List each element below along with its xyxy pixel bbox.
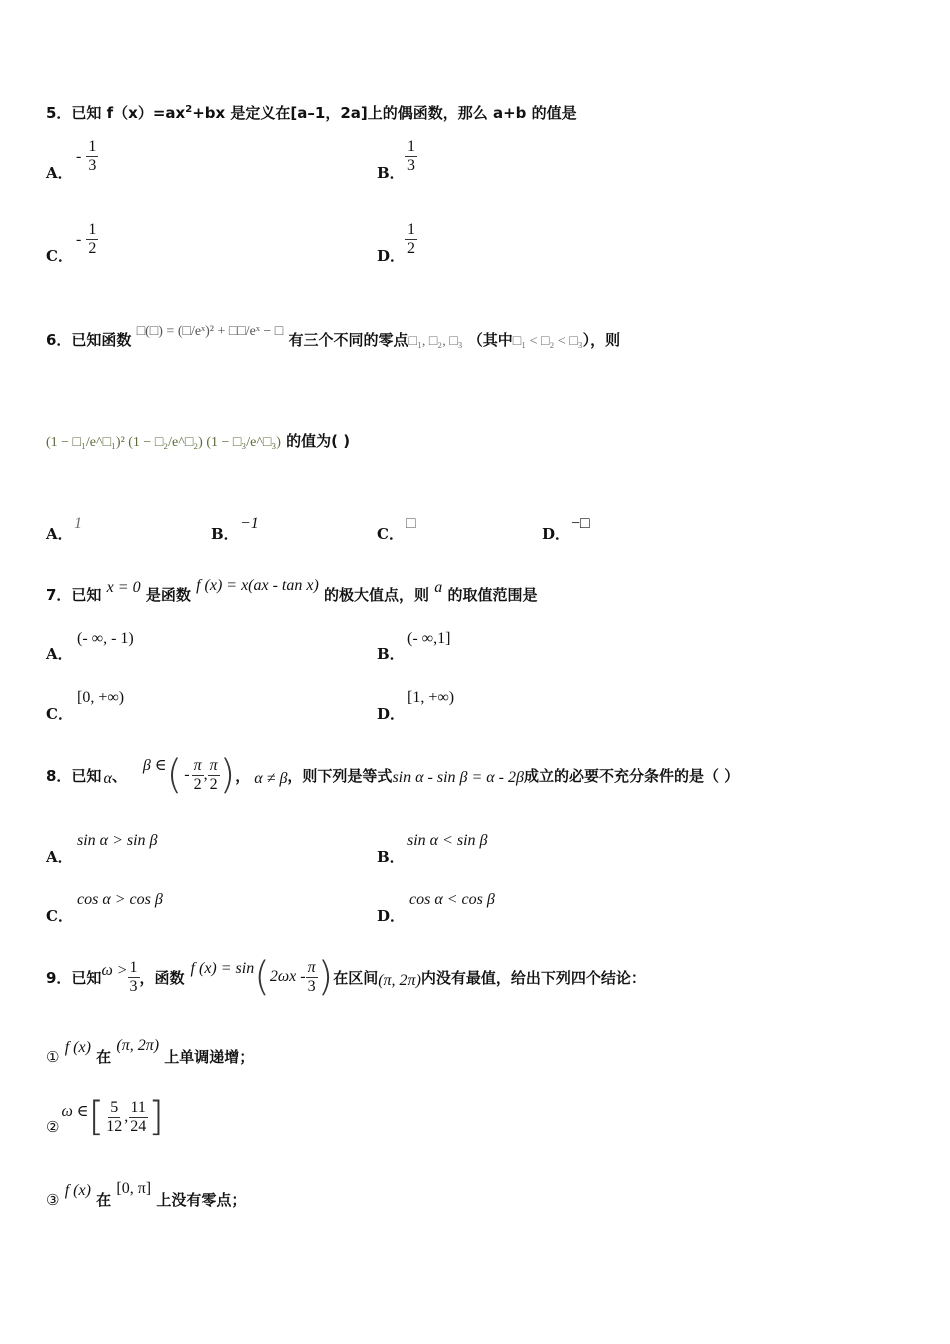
q5-stem-b: +bx 是定义在[a–1，2a]上的偶函数，那么 a+b 的值是	[192, 104, 577, 122]
q5-a-den: 3	[88, 157, 97, 174]
q9-c3-fx: f (x)	[64, 1182, 91, 1199]
q8-frac1	[192, 757, 204, 794]
q8-left-paren: (	[166, 752, 183, 798]
q5-option-c-label: C．	[46, 247, 73, 265]
q9-frac-pi3-den: 3	[307, 977, 316, 995]
q7-mid: 是函数	[145, 586, 191, 604]
q7-pre: 7．已知	[46, 586, 102, 604]
q6-option-d-label: D．	[542, 525, 571, 543]
q6-tail: 的值为( )	[286, 432, 351, 450]
q7-option-d-label: D．	[377, 705, 406, 723]
q9-pre: 9．已知	[46, 968, 102, 987]
q6-order-image: □₁ < □₂ < □₃	[512, 334, 583, 349]
q9-c2-frac1-num: 5	[110, 1098, 119, 1116]
q7-option-b-label: B．	[377, 645, 405, 663]
q8-beta-in: β ∈	[142, 757, 167, 774]
q7-stem	[46, 577, 538, 605]
q7-function: f (x) = x(ax - tan x)	[196, 577, 319, 594]
q9-c2-left-bracket: [	[88, 1094, 105, 1140]
q8-sep: 、	[111, 766, 127, 785]
q9-c3-number: ③	[46, 1191, 60, 1209]
q5-option-d-value	[405, 221, 417, 258]
q9-c1-interval: (π, 2π)	[116, 1037, 160, 1054]
q9-c3-zai: 在	[96, 1191, 112, 1209]
q8-option-a-label: A．	[46, 848, 73, 866]
q9-c2-comma: ,	[124, 1108, 129, 1125]
q7-option-c-value: [0, +∞)	[77, 689, 125, 706]
q5-option-b-value	[405, 138, 417, 175]
q9-c1-text: 上单调递增；	[164, 1048, 255, 1066]
q5-sup: 2	[185, 104, 193, 115]
q5-c-frac	[86, 221, 98, 258]
q7-option-d-value: [1, +∞)	[407, 689, 455, 706]
q9-frac-third-den: 3	[129, 977, 138, 995]
q5-b-num: 1	[407, 138, 415, 155]
q9-c2-omega-in: ω ∈	[61, 1103, 89, 1120]
q8-neq: α ≠ β	[254, 770, 288, 787]
q9-mid: ，函数	[139, 968, 185, 987]
q6-middle: 有三个不同的零点	[288, 331, 409, 349]
q5-d-den: 2	[407, 240, 415, 257]
q8-frac2-den: 2	[209, 775, 218, 793]
q6-option-d-value: −□	[571, 515, 590, 532]
q9-c2-frac1	[104, 1099, 124, 1136]
q7-option-a-label: A．	[46, 645, 73, 663]
q5-stem-a: 5．已知 f（x）=ax	[46, 104, 186, 122]
q8-comma: ,	[203, 766, 208, 783]
q9-frac-pi3	[306, 959, 318, 996]
q8-stem	[46, 750, 739, 800]
q6-option-c-value: □	[406, 515, 416, 532]
q6-option-b-label: B．	[211, 525, 239, 543]
q7-a: a	[434, 579, 443, 596]
q6-paren: （其中	[467, 331, 513, 349]
q8-equation: sin α - sin β = α - 2β	[392, 769, 524, 786]
q9-right-paren: )	[317, 954, 334, 1000]
q6-function-image: □(□) = (□/eˣ)² + □□/eˣ − □	[136, 324, 284, 339]
q7-end: 的取值范围是	[447, 586, 538, 604]
q6-end: ），则	[582, 331, 621, 349]
q7-option-a-value: (- ∞, - 1)	[77, 630, 134, 647]
q5-option-a-label: A．	[46, 164, 73, 182]
q9-omega-gt: ω >	[101, 962, 128, 979]
q9-c2-frac2-den: 24	[130, 1117, 147, 1135]
q8-mid: ，则下列是等式	[287, 766, 393, 785]
q9-c3-interval: [0, π]	[116, 1180, 152, 1197]
q8-option-b-label: B．	[377, 848, 405, 866]
q5-c-num: 1	[88, 221, 97, 238]
q5-c-den: 2	[88, 240, 97, 257]
q8-comma2: ，	[235, 766, 251, 785]
q5-a-frac	[86, 138, 98, 175]
q7-mid2: 的极大值点，则	[324, 586, 430, 604]
q9-inner: 2ωx -	[269, 968, 306, 985]
q6-option-c-label: C．	[377, 525, 404, 543]
q5-stem	[46, 102, 577, 123]
q6-option-a-label: A．	[46, 525, 73, 543]
q8-frac2	[208, 757, 220, 794]
q5-a-sign: -	[76, 148, 82, 165]
q8-option-d-label: D．	[377, 907, 406, 925]
q7-x0: x = 0	[106, 579, 141, 596]
q9-conclusion-1	[46, 1037, 255, 1067]
q9-c2-frac2-num: 11	[130, 1098, 146, 1116]
q8-frac1-num: π	[193, 756, 202, 774]
q9-left-paren: (	[254, 954, 270, 1000]
q9-frac-third-num: 1	[129, 958, 138, 976]
q9-interval: (π, 2π)	[378, 972, 421, 989]
q9-c2-frac2	[128, 1099, 148, 1136]
q8-frac2-num: π	[209, 756, 218, 774]
q6-stem	[46, 324, 621, 350]
q8-option-a-value: sin α > sin β	[77, 832, 158, 849]
q6-option-a-value: 1	[74, 515, 82, 532]
q9-c2-frac1-den: 12	[106, 1117, 123, 1135]
q9-conclusion-2	[46, 1092, 164, 1142]
q8-frac1-den: 2	[193, 775, 202, 793]
q8-neg: -	[184, 766, 190, 783]
q5-option-b-label: B．	[377, 164, 405, 182]
q8-option-d-value: cos α < cos β	[409, 891, 495, 908]
q9-conclusion-3	[46, 1180, 247, 1210]
q6-prefix: 6．已知函数	[46, 331, 132, 349]
q6-expression-line	[46, 430, 350, 451]
q9-mid2: 在区间	[333, 968, 379, 987]
q5-d-num: 1	[407, 221, 415, 238]
q5-b-frac	[405, 138, 417, 175]
q9-c2-right-bracket: ]	[148, 1094, 164, 1140]
q8-alpha: α	[103, 770, 112, 787]
q5-b-den: 3	[407, 157, 415, 174]
q9-c1-number: ①	[46, 1048, 60, 1066]
q5-a-num: 1	[88, 138, 97, 155]
q5-c-sign: -	[76, 231, 82, 248]
q9-c2-number: ②	[46, 1118, 60, 1136]
q9-c1-fx: f (x)	[64, 1039, 91, 1056]
q8-option-b-value: sin α < sin β	[407, 832, 488, 849]
q5-option-a-value	[76, 138, 98, 175]
q8-right-paren: )	[219, 752, 236, 798]
q8-option-c-label: C．	[46, 907, 73, 925]
q9-frac-pi3-num: π	[307, 958, 316, 976]
q9-function: f (x) = sin	[190, 960, 255, 977]
q8-pre: 8．已知	[46, 766, 102, 785]
q6-option-b-value: −1	[240, 515, 259, 532]
q9-stem	[46, 952, 646, 1002]
q8-option-c-value: cos α > cos β	[77, 891, 163, 908]
q9-end: 内没有最值，给出下列四个结论：	[420, 968, 646, 987]
q6-expression-image: (1 − □₁/e^□₁)² (1 − □₂/e^□₂) (1 − □₃/e^□₃)	[46, 435, 281, 450]
q8-end: 成立的必要不充分条件的是（ ）	[523, 766, 740, 785]
q5-d-frac	[405, 221, 417, 258]
q5-option-d-label: D．	[377, 247, 406, 265]
q6-zeros-image: □₁, □₂, □₃	[408, 334, 463, 349]
q9-c1-zai: 在	[96, 1048, 112, 1066]
q7-option-b-value: (- ∞,1]	[407, 630, 451, 647]
q5-option-c-value	[76, 221, 98, 258]
q7-option-c-label: C．	[46, 705, 73, 723]
q9-c3-text: 上没有零点；	[156, 1191, 247, 1209]
q9-frac-third	[128, 959, 140, 996]
